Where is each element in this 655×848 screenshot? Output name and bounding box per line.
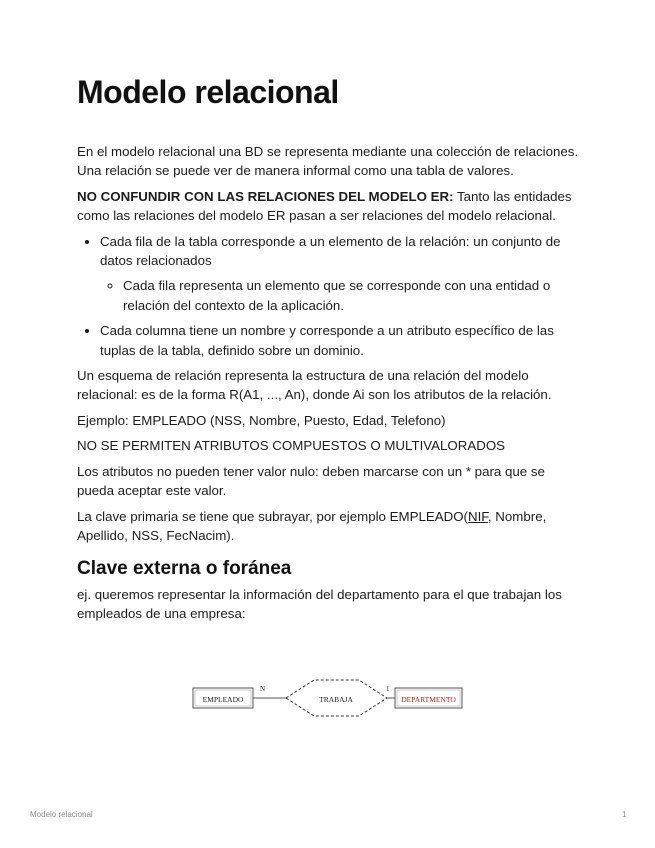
page-title: Modelo relacional — [77, 74, 339, 110]
bullet-text: Cada fila de la tabla corresponde a un elemento de la relación: un conjunto de datos relacionados — [100, 233, 561, 269]
cardinality-n: N — [260, 685, 266, 693]
warning-bold: NO CONFUNDIR CON LAS RELACIONES DEL MODELO ER: — [77, 188, 454, 204]
warning-paragraph — [77, 187, 582, 226]
cardinality-1: 1 — [386, 685, 390, 693]
null-paragraph: Los atributos no pueden tener valor nulo: deben marcarse con un * para que se pueda aceptar este valor. — [77, 463, 545, 499]
section-paragraph: ej. queremos representar la información del departamento para el que trabajan los empleados de una empresa: — [77, 586, 562, 622]
example-paragraph: Ejemplo: EMPLEADO (NSS, Nombre, Puesto, Edad, Telefono) — [77, 412, 446, 428]
intro-paragraph: En el modelo relacional una BD se representa mediante una colección de relaciones. Una relación se puede ver de manera informal como una tabla de valores. — [77, 144, 579, 179]
relation-trabaja-label: TRABAJA — [319, 695, 353, 704]
pk-before: La clave primaria se tiene que subrayar, por ejemplo EMPLEADO( — [77, 508, 468, 524]
primary-key-underlined: NIF — [467, 508, 488, 524]
section-title: Clave externa o foránea — [77, 558, 292, 580]
bullet-list — [77, 232, 582, 360]
no-composite-paragraph: NO SE PERMITEN ATRIBUTOS COMPUESTOS O MULTIVALORADOS — [77, 438, 506, 454]
list-item: ◦ Cada fila representa un elemento que se corresponde con una entidad o relación del contexto de la aplicación. — [123, 276, 582, 315]
entity-empleado-label: EMPLEADO — [202, 695, 244, 704]
page-number: 1 — [622, 810, 627, 819]
primary-key-paragraph — [77, 507, 582, 546]
list-item — [100, 232, 582, 316]
list-item: • Cada columna tiene un nombre y corresponde a un atributo específico de las tuplas de la tabla, definido sobre un dominio. — [100, 321, 582, 360]
entity-departamento-label: DEPARTMENTO — [401, 695, 456, 704]
er-diagram — [190, 678, 470, 722]
schema-paragraph: Un esquema de relación representa la estructura de una relación del modelo relacional: es de la forma R(A1, ..., An), donde Ai son los atributos de la relación. — [77, 368, 552, 403]
pk-after: , Nombre, Apellido, NSS, FecNacim). — [77, 508, 547, 543]
document-body — [77, 142, 582, 630]
footer-title: Modelo relacional — [30, 810, 93, 819]
warning-rest: Tanto las entidades como las relaciones del modelo ER pasan a ser relaciones del modelo relacional. — [77, 188, 572, 224]
sub-bullet-list — [100, 276, 582, 315]
